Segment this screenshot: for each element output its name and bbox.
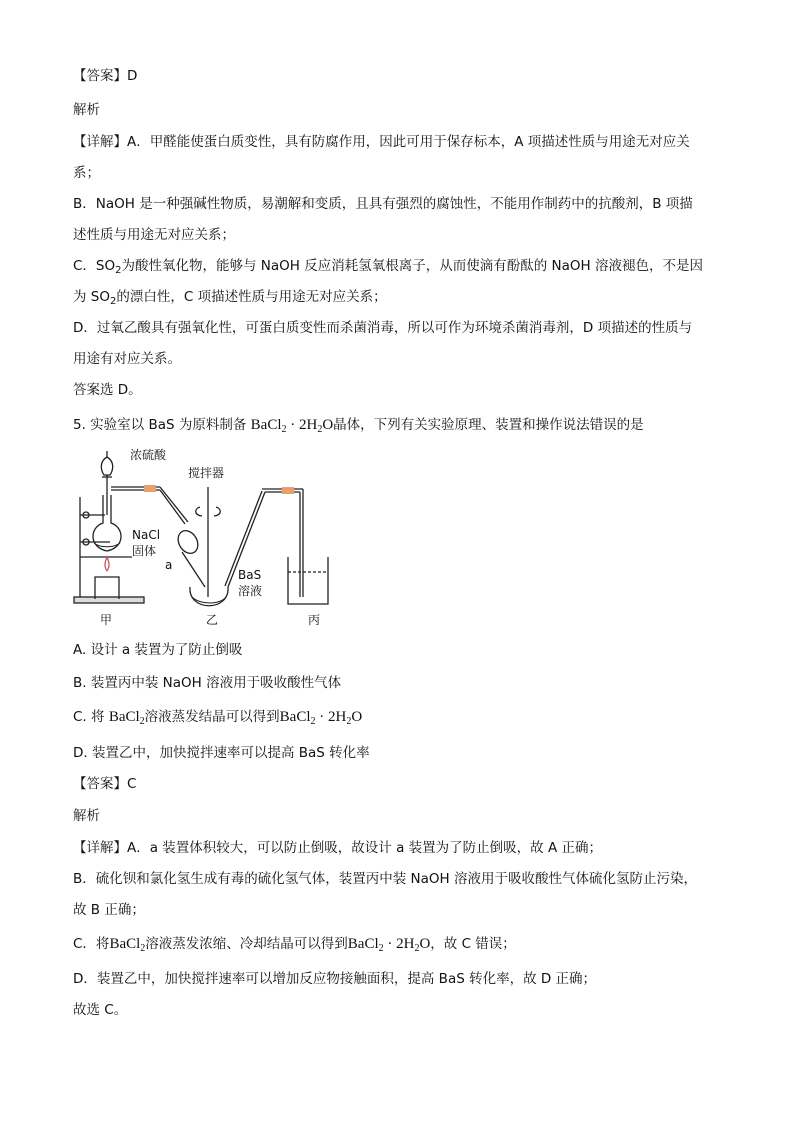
text: 溶液蒸发浓缩、冷却结晶可以得到 [145,936,348,952]
text: 为 SO [73,289,110,305]
q4-detail-line-d2: 用途有对应关系。 [73,351,181,367]
q4-answer-line [73,66,137,86]
label-a: a [165,558,173,572]
label-stirrer: 搅拌器 [188,466,225,480]
beaker [288,557,328,604]
label-solid: 固体 [132,544,157,558]
answer-tag: 【答案】 [73,68,127,84]
detail-tag: 【详解】 [73,134,127,150]
detail-tag: 【详解】 [73,840,127,856]
q5-answer-line [73,774,136,794]
q5-exp-d: D．装置乙中，加快搅拌速率可以增加反应物接触面积，提高 BaS 转化率，故 D 正确； [73,971,597,987]
formula: BaCl$_2$ [109,936,146,954]
q5-option-a: A. 设计 a 装置为了防止倒吸 [73,642,243,658]
rubber-joint [144,485,156,492]
alcohol-lamp [95,577,119,599]
q5-option-d: D. 装置乙中，加快搅拌速率可以提高 BaS 转化率 [73,745,370,761]
q5-analysis-title: 解析 [73,808,100,824]
text: ，故 C 错误； [430,936,516,952]
text: C．SO [73,258,116,274]
flame [105,557,109,571]
label-yi: 乙 [206,613,219,627]
stem-text: 晶体，下列有关实验原理、装置和操作说法错误的是 [333,417,644,433]
text: C．将 [73,936,110,952]
label-concentrated-h2so4: 浓硫酸 [130,448,167,462]
apparatus-figure [70,447,370,632]
text: 为酸性氧化物，能够与 NaOH 反应消耗氢氧根离子，从而使滴有酚酞的 NaOH 溶液褪色，不是因 [121,258,703,274]
formula: BaCl$_2$ · $2H_2O$ [250,417,334,435]
detail-text: A．甲醛能使蛋白质变性，具有防腐作用，因此可用于保存标本，A 项描述性质与用途无对应关 [127,134,690,150]
label-bing: 丙 [308,613,321,627]
q4-analysis-title: 解析 [73,102,100,118]
formula: BaCl$_2$ · $2H_2O$ [279,709,363,727]
q5-option-c [73,707,362,727]
q4-detail-line-b1: B．NaOH 是一种强碱性物质，易潮解和变质，且具有强烈的腐蚀性，不能用作制药中的抗酸剂，B 项描 [73,196,693,212]
q4-detail-line-a2: 系； [73,165,100,181]
answer-value: D [127,68,138,84]
answer-tag: 【答案】 [73,776,127,792]
q4-detail-line-c1 [73,256,703,276]
stem-text: 5. 实验室以 BaS 为原料制备 [73,417,247,433]
text: 溶液蒸发结晶可以得到 [144,709,280,725]
q4-conclusion: 答案选 D。 [73,382,142,398]
subscript: 2 [115,265,122,276]
sep-funnel-bulb [101,457,112,475]
q5-exp-a [73,838,602,858]
q5-exp-c [73,934,516,954]
stand-base [74,597,144,603]
label-solution: 溶液 [238,584,263,598]
q5-exp-b2: 故 B 正确； [73,902,145,918]
text: A．a 装置体积较大，可以防止倒吸，故设计 a 装置为了防止倒吸，故 A 正确； [127,840,602,856]
formula: BaCl$_2$ [108,709,145,727]
answer-value: C [127,776,137,792]
q4-detail-line-d1: D．过氧乙酸具有强氧化性，可蛋白质变性而杀菌消毒，所以可作为环境杀菌消毒剂，D 项描述的性质与 [73,320,693,336]
text: 的漂白性，C 项描述性质与用途无对应关系； [116,289,387,305]
q5-option-b: B. 装置丙中装 NaOH 溶液用于吸收酸性气体 [73,675,342,691]
q5-conclusion: 故选 C。 [73,1002,128,1018]
text: C. 将 [73,709,105,725]
q4-detail-line-a1 [73,132,690,152]
subscript: 2 [110,296,117,307]
q5-stem [73,415,644,435]
bulb-a [174,527,202,557]
label-jia: 甲 [100,613,113,627]
formula: BaCl$_2$ · $2H_2O$ [347,936,431,954]
label-nacl: NaCl [132,528,161,542]
label-bas: BaS [238,568,262,582]
q4-detail-line-c2 [73,287,387,307]
q4-detail-line-b2: 述性质与用途无对应关系； [73,227,235,243]
q5-exp-b1: B．硫化钡和氯化氢生成有毒的硫化氢气体，装置丙中装 NaOH 溶液用于吸收酸性气体硫化氢防止污染， [73,871,697,887]
